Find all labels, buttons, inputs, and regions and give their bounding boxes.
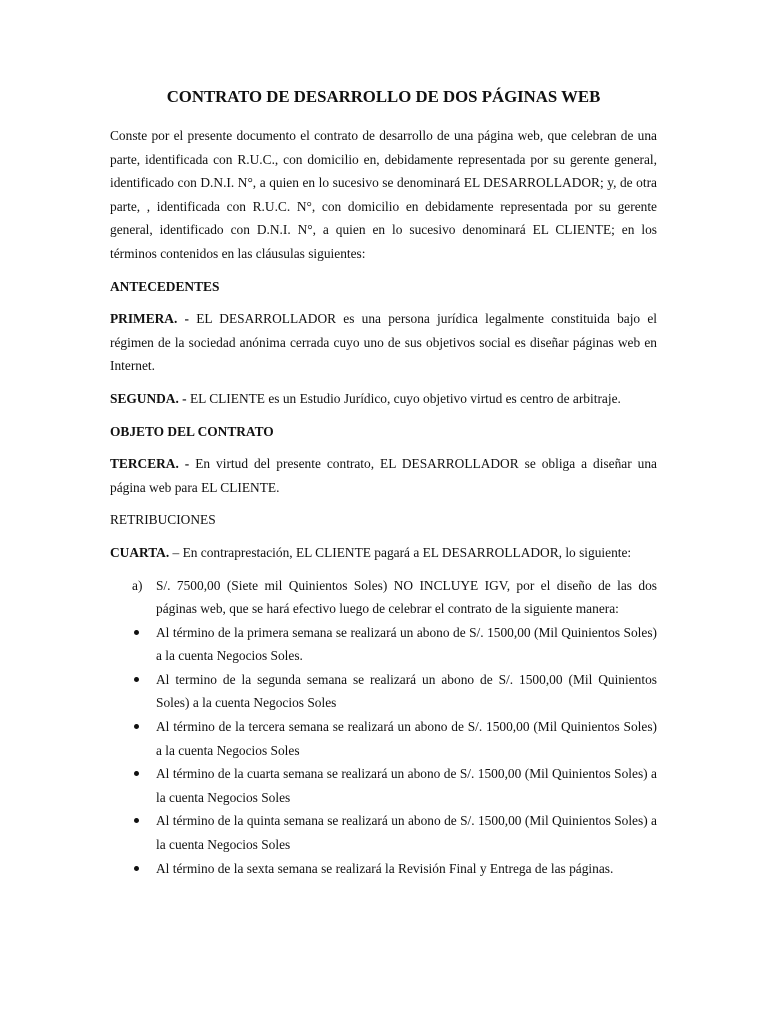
list-item-text: Al término de la sexta semana se realizará la Revisión Final y Entrega de las páginas. [156,860,614,876]
bullet-icon [134,630,139,635]
clause-cuarta-text: – En contraprestación, EL CLIENTE pagará a EL DESARROLLADOR, lo siguiente: [169,544,632,560]
bullet-icon [134,771,139,776]
list-item [156,715,657,762]
list-item-a-text: S/. 7500,00 (Siete mil Quinientos Soles) NO INCLUYE IGV, por el diseño de las dos páginas web, que se hará efectivo luego de celebrar el contrato de la siguiente manera: [156,577,657,617]
clause-primera [110,307,657,378]
document-title: CONTRATO DE DESARROLLO DE DOS PÁGINAS WEB [166,87,601,106]
list-item-text: Al término de la quinta semana se realizará un abono de S/. 1500,00 (Mil Quinientos Soles) a la cuenta Negocios Soles [156,813,657,853]
list-item-text: Al termino de la segunda semana se realizará un abono de S/. 1500,00 (Mil Quinientos Soles) a la cuenta Negocios Soles [156,671,657,711]
payment-schedule-list [110,621,657,881]
section-heading-retribuciones: RETRIBUCIONES [110,512,216,528]
clause-tercera [110,452,657,499]
list-item-a-marker: a) [132,577,143,593]
list-item [156,809,657,856]
section-heading-antecedentes: ANTECEDENTES [110,278,220,294]
clause-segunda-text: EL CLIENTE es un Estudio Jurídico, cuyo objetivo virtud es centro de arbitraje. [186,390,621,406]
clause-segunda-lead: SEGUNDA. - [110,390,187,406]
clause-segunda [110,387,657,411]
clause-primera-lead: PRIMERA. - [110,311,189,327]
bullet-icon [134,818,139,823]
intro-paragraph: Conste por el presente documento el contrato de desarrollo de una página web, que celebran de una parte, identificada con R.U.C., con domicilio en, debidamente representada por su gerente general, identificado con D.N.I. N°, a quien en lo sucesivo se denominará EL DESARROLLADOR; y, de otra parte, , identificada con R.U.C. N°, con domicilio en debidamente representada por su gerente general, identificado con D.N.I. N°, a quien en lo sucesivo denominará EL CLIENTE; en los términos contenidos en las cláusulas siguientes: [110,128,657,261]
section-heading-objeto: OBJETO DEL CONTRATO [110,423,274,439]
list-item-text: Al término de la cuarta semana se realizará un abono de S/. 1500,00 (Mil Quinientos Soles) a la cuenta Negocios Soles [156,766,657,805]
list-item [156,668,657,715]
list-item-text: Al término de la tercera semana se realizará un abono de S/. 1500,00 (Mil Quinientos Soles) a la cuenta Negocios Soles [156,719,657,758]
clause-tercera-text: En virtud del presente contrato, EL DESARROLLADOR se obliga a diseñar una página web para EL CLIENTE. [110,456,657,495]
bullet-icon [134,724,139,729]
bullet-icon [134,677,139,682]
list-item [156,621,657,668]
list-item [156,762,657,809]
clause-cuarta-lead: CUARTA. [110,544,170,560]
document-body [110,84,657,880]
list-item [156,857,657,881]
list-item-text: Al término de la primera semana se realizará un abono de S/. 1500,00 (Mil Quinientos Soles) a la cuenta Negocios Soles. [156,624,657,664]
clause-primera-text: EL DESARROLLADOR es una persona jurídica legalmente constituida bajo el régimen de la sociedad anónima cerrada cuyo uno de sus objetivos social es diseñar páginas web en Internet. [110,311,657,374]
list-item-a [110,574,657,621]
clause-cuarta [110,541,657,565]
clause-tercera-lead: TERCERA. - [110,456,190,472]
bullet-icon [134,866,139,871]
